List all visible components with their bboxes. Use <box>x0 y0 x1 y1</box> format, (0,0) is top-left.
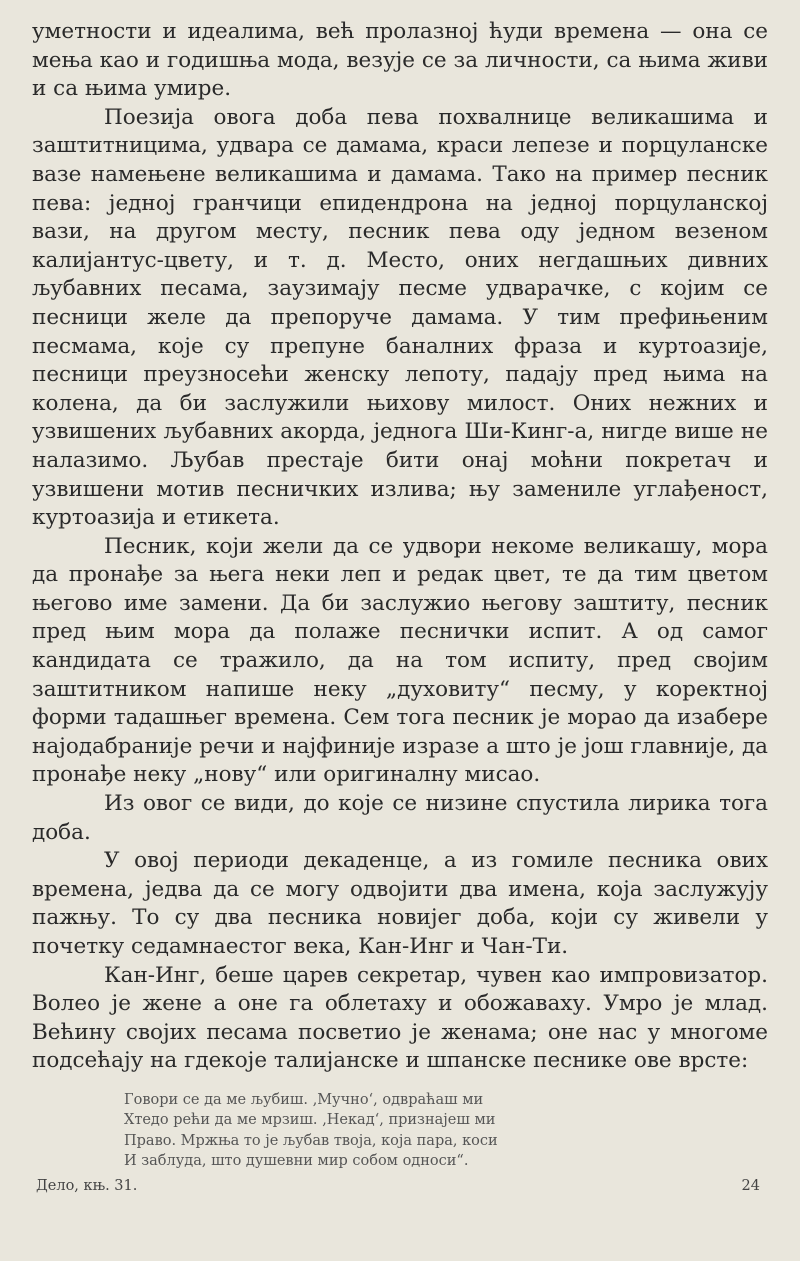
page-footer <box>32 1178 768 1194</box>
poem-line: Право. Мржња то је љубав твоја, која пара, коси <box>124 1132 498 1149</box>
poem-line: Хтедо рећи да ме мрзиш. ‚Некад‘, признајеш ми <box>124 1112 496 1129</box>
paragraph-3: Песник, који жели да се удвори некоме великашу, мора да пронађе за њега неки леп и редак цвет, те да тим цветом његово име замени. Да би заслужио његову заштиту, песник пред њим мора да полаже песнички испит. А од самог кандидата се тражило, да на том испиту, пред својим заштитником напише неку „духовиту“ песму, у коректној форми тадашњег времена. Сем тога песник је морао да изабере најодабраније речи и најфиније изразе а што је још главније, да пронађе неку „нову“ или оригиналну мисао. <box>32 533 768 788</box>
paragraph-1: уметности и идеалима, већ пролазној ћуди времена — она се мења као и годишња мода, везује се за личности, са њима живи и са њима умире. <box>32 19 768 102</box>
page-number: 24 <box>741 1177 760 1194</box>
paragraph-2: Поезија овога доба пева похвалнице великашима и заштитницима, удвара се дамама, краси лепезе и порцуланске вазе намењене великашима и дамама. Тако на пример песник пева: једној гранчици епидендрона на једној порцуланској вази, на другом месту, песник пева оду једном везеном калијантус-цвету, и т. д. Место, оних негдашњих дивних љубавних песама, заузимају песме удварачке, с којим се песници желе да препоруче дамама. У тим префињеним песмама, које су препуне баналних фраза и куртоазије, песници преузносећи женску лепоту, падају пред њима на колена, да би заслужили њихову милост. Оних нежних и узвишених љубавних акорда, једнога Ши-Кинг-а, нигде више не налазимо. Љубав престаје бити онај моћни покретач и узвишени мотив песничких излива; њу замениле углађеност, куртоазија и етикета. <box>32 104 768 531</box>
paragraph-4: Из овог се види, до које се низине спустила лирика тога доба. <box>32 791 768 845</box>
poem-quote <box>32 1090 768 1172</box>
poem-line: И заблуда, што душевни мир собом односи“. <box>124 1153 469 1170</box>
paragraph-5: У овој периоди декаденце, а из гомиле песника ових времена, једва да се могу одвојити два имена, која заслужују пажњу. То су два песника новијег доба, који су живели у почетку седамнаестог века, Кан-Инг и Чан-Ти. <box>32 848 768 959</box>
paragraph-6: Кан-Инг, беше царев секретар, чувен као импровизатор. Волео је жене а оне га облетаху и обожаваху. Умро је млад. Већину својих песама посветио је женама; оне нас у многоме подсећају на гдекоје талијанске и шпанске песнике ове врсте: <box>32 962 768 1074</box>
body-text <box>32 18 768 1076</box>
signature-mark: Дело, књ. 31. <box>36 1177 138 1194</box>
poem-line: Говори се да ме љубиш. ‚Мучно‘, одвраћаш ми <box>124 1091 484 1108</box>
